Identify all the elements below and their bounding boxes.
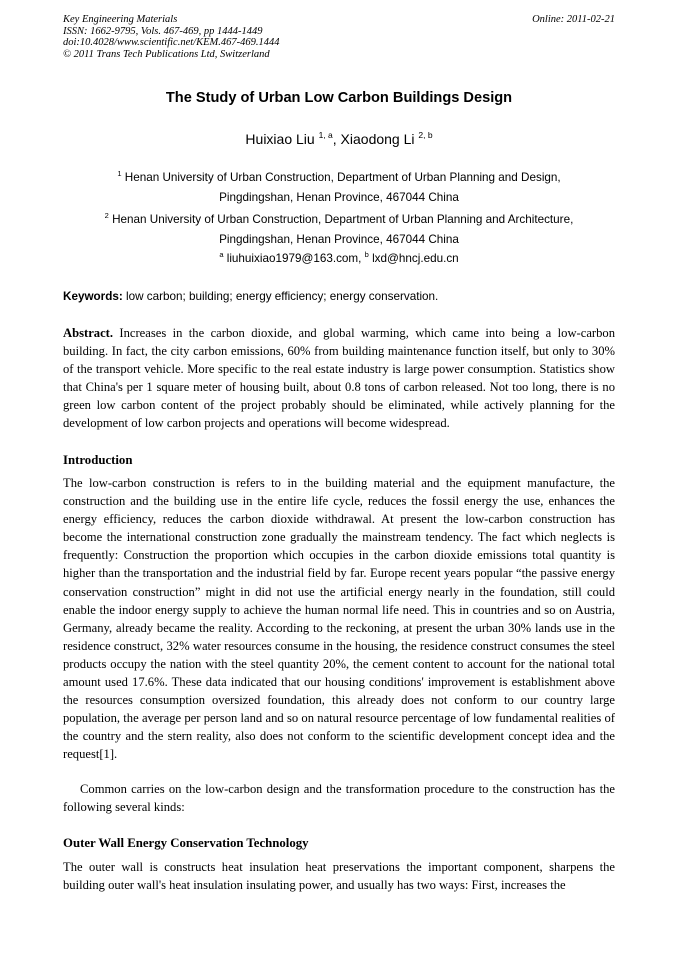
- affiliation-1: [70, 164, 608, 208]
- author-superscript: 2, b: [418, 130, 433, 140]
- copyright-line: © 2011 Trans Tech Publications Ltd, Switzerland: [63, 48, 270, 60]
- affiliation-line: Pingdingshan, Henan Province, 467044 China: [219, 233, 459, 246]
- paper-title: The Study of Urban Low Carbon Buildings Design: [165, 90, 513, 106]
- online-date: Online: 2011-02-21: [532, 14, 615, 25]
- keywords: [63, 290, 615, 303]
- affiliation-mark: 2: [104, 211, 109, 220]
- email-address: lxd@hncj.edu.cn: [372, 252, 459, 265]
- affiliation-line: Pingdingshan, Henan Province, 467044 China: [219, 191, 459, 204]
- affiliation-line: Henan University of Urban Construction, Department of Urban Planning and Architecture,: [112, 213, 574, 226]
- email-line: [0, 250, 678, 265]
- keywords-text: low carbon; building; energy efficiency; energy conservation.: [126, 290, 439, 303]
- abstract-label: Abstract.: [63, 326, 114, 340]
- affiliation-line: Henan University of Urban Construction, Department of Urban Planning and Design,: [124, 171, 561, 184]
- author-separator: ,: [332, 131, 337, 147]
- section-heading: Introduction: [63, 453, 133, 467]
- email-mark: b: [364, 250, 369, 259]
- author-name: Xiaodong Li: [340, 131, 415, 147]
- keywords-label: Keywords:: [63, 290, 123, 303]
- section-heading: Outer Wall Energy Conservation Technology: [63, 836, 309, 850]
- affiliation-mark: 1: [117, 169, 122, 178]
- author-superscript: 1, a: [318, 130, 333, 140]
- body-paragraph: The outer wall is constructs heat insulation heat preservations the important component, sharpens the building outer wall's heat insulation insulating power, and usually has two ways: First, increases the: [63, 860, 615, 893]
- email-address: liuhuixiao1979@163.com,: [226, 252, 362, 265]
- abstract: [63, 324, 615, 433]
- email-mark: a: [219, 250, 224, 259]
- journal-name: Key Engineering Materials: [63, 14, 178, 25]
- doi-line: doi:10.4028/www.scientific.net/KEM.467-469.1444: [63, 37, 280, 49]
- abstract-text: Increases in the carbon dioxide, and global warming, which came into being a low-carbon building. In fact, the city carbon emissions, 60% from building maintenance function itself, but only to 30% of the transport vehicle. More specific to the real estate industry is large power consumption. Statistics show that China's per 1 square meter of housing built, about 0.8 tons of carbon released. Not too long, there is no green low carbon content of the project probably should be eliminated, while actively planning for the development of low carbon projects and operations will become widespread.: [63, 326, 615, 431]
- body-paragraph: Common carries on the low-carbon design and the transformation procedure to the construction has the following several kinds:: [63, 782, 615, 815]
- author-line: [0, 130, 678, 147]
- author-name: Huixiao Liu: [245, 131, 315, 147]
- journal-header: [63, 14, 615, 60]
- issn-line: ISSN: 1662-9795, Vols. 467-469, pp 1444-1449: [63, 25, 263, 37]
- body-paragraph: The low-carbon construction is refers to in the building material and the equipment manufacture, the construction and the building use in the entire life cycle, reduces the fossil energy the use, enhances the energy efficiency, reduces the carbon dioxide withdrawal. At present the low-carbon construction has become the international construction zone gradually the mainstream tendency. The fact which neglects is frequently: Construction the proportion which occupies in the carbon dioxide emissions total quantity is higher than the transportation and the industrial field by far. Europe recent years popular “the passive energy conservation construction” might in did not use the artificial energy nearly in the foundation, still could enable the indoor energy supply to achieve the human normal life need. This in countries and so on Austria, Germany, already became the reality. According to the reckoning, at present the urban 30% lands use in the residence construct, 32% water resources consume in the housing, the residence construct consumes the steel products occupy the nation with the steel quantity 20%, the cement content to account for the national total amount used 17.6%. These data indicated that our housing conditions' improvement is establishment above the resources consumption oversized foundation, this already does not conform to our country large population, the average per person land and so on natural resource percentage of low fundamental realities of the country and the stern reality, also does not conform to the scientific development concept idea and the request[1].: [63, 476, 615, 762]
- affiliation-2: [70, 206, 608, 250]
